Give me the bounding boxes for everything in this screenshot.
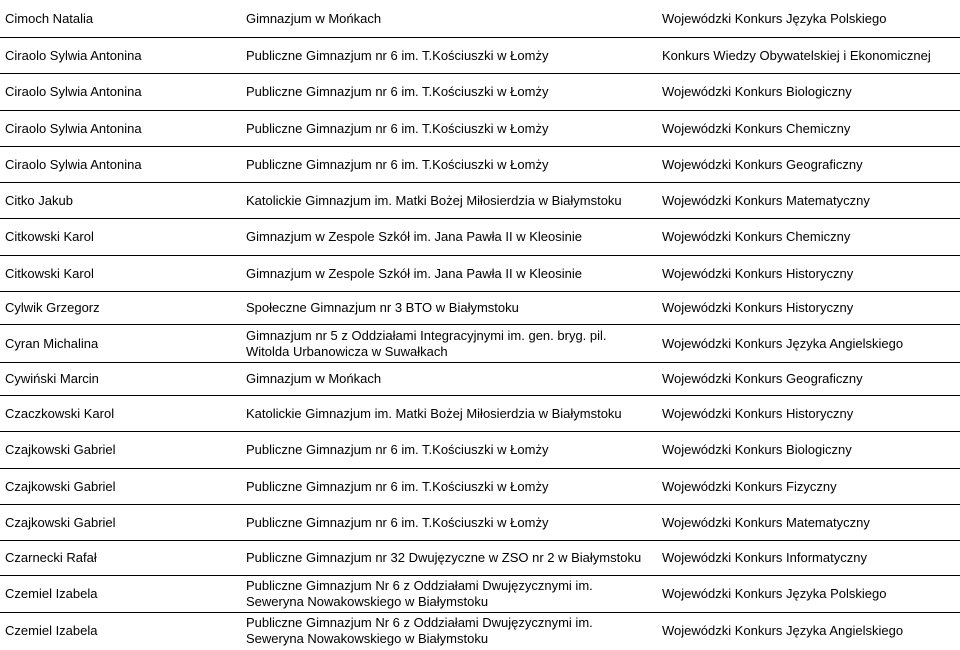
school-name: Publiczne Gimnazjum nr 32 Dwujęzyczne w ZSO nr 2 w Białymstoku <box>246 550 642 565</box>
contest-name: Wojewódzki Konkurs Biologiczny <box>662 442 852 457</box>
participant-name: Czemiel Izabela <box>5 586 98 601</box>
contest-name: Wojewódzki Konkurs Chemiczny <box>662 120 851 136</box>
school-name: Publiczne Gimnazjum nr 6 im. T.Kościuszki w Łomży <box>246 156 549 172</box>
school-name: Gimnazjum w Mońkach <box>246 371 382 386</box>
table-row <box>0 469 960 505</box>
school-name: Publiczne Gimnazjum nr 6 im. T.Kościuszki w Łomży <box>246 47 549 63</box>
school-name: Publiczne Gimnazjum nr 6 im. T.Kościuszki w Łomży <box>246 478 549 494</box>
table-row <box>0 38 960 74</box>
school-name-line: Gimnazjum nr 5 z Oddziałami Integracyjnymi im. gen. bryg. pil. <box>246 327 607 343</box>
participant-name: Czarnecki Rafał <box>5 550 97 565</box>
participant-name: Cywiński Marcin <box>5 371 99 386</box>
table-row <box>0 363 960 396</box>
participant-name: Czemiel Izabela <box>5 623 98 638</box>
school-name: Publiczne Gimnazjum nr 6 im. T.Kościuszki w Łomży <box>246 442 549 457</box>
participant-name: Citko Jakub <box>5 192 73 208</box>
table-row <box>0 183 960 219</box>
contest-name: Wojewódzki Konkurs Języka Angielskiego <box>662 623 904 638</box>
school-name-line: Seweryna Nowakowskiego w Białymstoku <box>246 631 489 646</box>
table-row <box>0 541 960 576</box>
table-row <box>0 505 960 541</box>
school-name: Publiczne Gimnazjum nr 6 im. T.Kościuszki w Łomży <box>246 120 549 136</box>
table-row <box>0 219 960 256</box>
contest-name: Konkurs Wiedzy Obywatelskiej i Ekonomicznej <box>662 47 931 63</box>
contest-name: Wojewódzki Konkurs Historyczny <box>662 405 854 421</box>
school-name: Publiczne Gimnazjum nr 6 im. T.Kościuszki w Łomży <box>246 84 549 99</box>
school-name: Społeczne Gimnazjum nr 3 BTO w Białymstoku <box>246 300 519 315</box>
school-name: Katolickie Gimnazjum im. Matki Bożej Miłosierdzia w Białymstoku <box>246 405 622 421</box>
participant-name: Citkowski Karol <box>5 229 94 244</box>
contest-name: Wojewódzki Konkurs Historyczny <box>662 265 854 281</box>
school-name <box>246 325 656 362</box>
participant-name: Cyran Michalina <box>5 335 99 351</box>
contest-name: Wojewódzki Konkurs Fizyczny <box>662 478 837 494</box>
school-name-line: Publiczne Gimnazjum Nr 6 z Oddziałami Dwujęzycznymi im. <box>246 615 593 630</box>
contest-name: Wojewódzki Konkurs Historyczny <box>662 300 854 315</box>
contest-name: Wojewódzki Konkurs Języka Polskiego <box>662 10 887 26</box>
table-row <box>0 432 960 469</box>
table-row <box>0 0 960 38</box>
contest-name: Wojewódzki Konkurs Języka Polskiego <box>662 586 887 601</box>
participant-name: Czajkowski Gabriel <box>5 442 116 457</box>
contest-name: Wojewódzki Konkurs Biologiczny <box>662 84 852 99</box>
participant-name: Czaczkowski Karol <box>5 405 115 421</box>
contest-name: Wojewódzki Konkurs Geograficzny <box>662 371 863 386</box>
contest-name: Wojewódzki Konkurs Języka Angielskiego <box>662 335 904 351</box>
participant-name: Ciraolo Sylwia Antonina <box>5 156 142 172</box>
school-name <box>246 613 656 649</box>
school-name-line: Publiczne Gimnazjum Nr 6 z Oddziałami Dwujęzycznymi im. <box>246 578 593 593</box>
participant-name: Cimoch Natalia <box>5 10 94 26</box>
school-name-line: Seweryna Nowakowskiego w Białymstoku <box>246 594 489 609</box>
school-name: Gimnazjum w Zespole Szkół im. Jana Pawła II w Kleosinie <box>246 265 582 281</box>
participant-name: Cylwik Grzegorz <box>5 300 100 315</box>
table-row <box>0 111 960 147</box>
table-row <box>0 576 960 613</box>
school-name: Katolickie Gimnazjum im. Matki Bożej Miłosierdzia w Białymstoku <box>246 192 622 208</box>
participant-name: Ciraolo Sylwia Antonina <box>5 84 142 99</box>
table-row <box>0 74 960 111</box>
school-name: Gimnazjum w Zespole Szkół im. Jana Pawła II w Kleosinie <box>246 229 582 244</box>
contest-name: Wojewódzki Konkurs Matematyczny <box>662 192 870 208</box>
table-row <box>0 325 960 363</box>
contest-name: Wojewódzki Konkurs Geograficzny <box>662 156 863 172</box>
participant-name: Citkowski Karol <box>5 265 94 281</box>
school-name: Gimnazjum w Mońkach <box>246 10 382 26</box>
participant-name: Czajkowski Gabriel <box>5 478 116 494</box>
contest-name: Wojewódzki Konkurs Matematyczny <box>662 514 870 530</box>
school-name-line: Witolda Urbanowicza w Suwałkach <box>246 343 448 359</box>
participant-name: Ciraolo Sylwia Antonina <box>5 47 142 63</box>
school-name <box>246 576 656 612</box>
participant-name: Ciraolo Sylwia Antonina <box>5 120 142 136</box>
table-row <box>0 396 960 432</box>
contest-name: Wojewódzki Konkurs Informatyczny <box>662 550 867 565</box>
contest-name: Wojewódzki Konkurs Chemiczny <box>662 229 851 244</box>
participant-name: Czajkowski Gabriel <box>5 514 116 530</box>
table-row <box>0 147 960 183</box>
table-row <box>0 292 960 325</box>
school-name: Publiczne Gimnazjum nr 6 im. T.Kościuszki w Łomży <box>246 514 549 530</box>
table-row <box>0 613 960 649</box>
table-row <box>0 256 960 292</box>
